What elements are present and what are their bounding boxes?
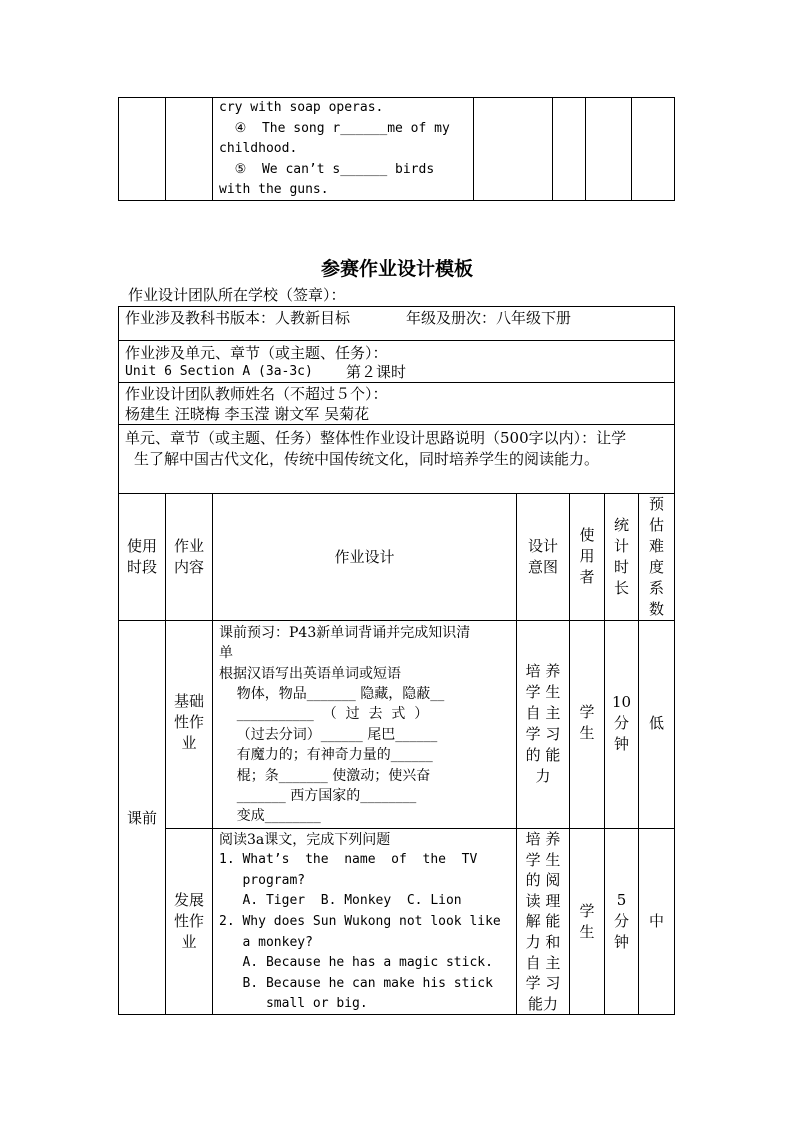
row2-intent: 培 养 学 生 的 阅 读 理 解 能 力 和 自 主 学 习 能力	[525, 830, 561, 1013]
top-line-4: ⑤ We can’t s______ birds	[219, 162, 435, 177]
school-line: 作业设计团队所在学校（签章）：	[128, 286, 346, 304]
lesson-number: 第２课时	[346, 363, 407, 381]
top-line-1: cry with soap operas.	[219, 100, 384, 115]
row2-content: 发展 性作 业	[173, 891, 204, 951]
row1-intent: 培 养 学 生 自 主 学 习 的 能 力	[525, 662, 561, 785]
row1-user: 学 生	[579, 703, 595, 742]
row2-difficulty: 中	[648, 912, 664, 930]
row1-content: 基础 性作 业	[173, 692, 204, 752]
header-period: 使用 时段	[126, 537, 157, 576]
header-time: 统 计 时 长	[613, 516, 629, 597]
header-content: 作业 内容	[173, 537, 204, 576]
row2-user: 学 生	[579, 902, 595, 941]
unit-value: Unit 6 Section A (3a-3c)	[125, 364, 313, 379]
teachers-label: 作业设计团队教师姓名（不超过５个）：	[125, 385, 388, 403]
top-line-5: with the guns.	[219, 182, 329, 197]
page-title: 参赛作业设计模板	[320, 258, 473, 280]
grade-info: 年级及册次：八年级下册	[406, 309, 572, 327]
top-line-2: ④ The song r______me of my	[219, 121, 450, 136]
header-user: 使 用 者	[579, 526, 595, 586]
header-design: 作业设计	[334, 548, 395, 566]
row2-time: 5 分 钟	[613, 891, 629, 951]
textbook-info: 作业涉及教科书版本：人教新目标	[125, 309, 351, 327]
period-cell: 课前	[126, 809, 157, 827]
header-intent: 设计 意图	[527, 537, 558, 576]
top-line-3: childhood.	[219, 141, 298, 156]
design-idea-line-2: 生了解中国古代文化，传统中国传统文化，同时培养学生的阅读能力。	[134, 450, 600, 468]
header-difficulty: 预 估 难 度 系 数	[648, 495, 664, 618]
design-idea-line-1: 单元、章节（或主题、任务）整体性作业设计思路说明（500字以内）：让学	[125, 429, 627, 447]
row1-difficulty: 低	[648, 714, 664, 732]
teachers-names: 杨建生 汪晓梅 李玉滢 谢文军 吴菊花	[125, 405, 370, 423]
row1-time: 10 分 钟	[611, 693, 632, 753]
unit-label: 作业涉及单元、章节（或主题、任务）：	[125, 344, 388, 362]
